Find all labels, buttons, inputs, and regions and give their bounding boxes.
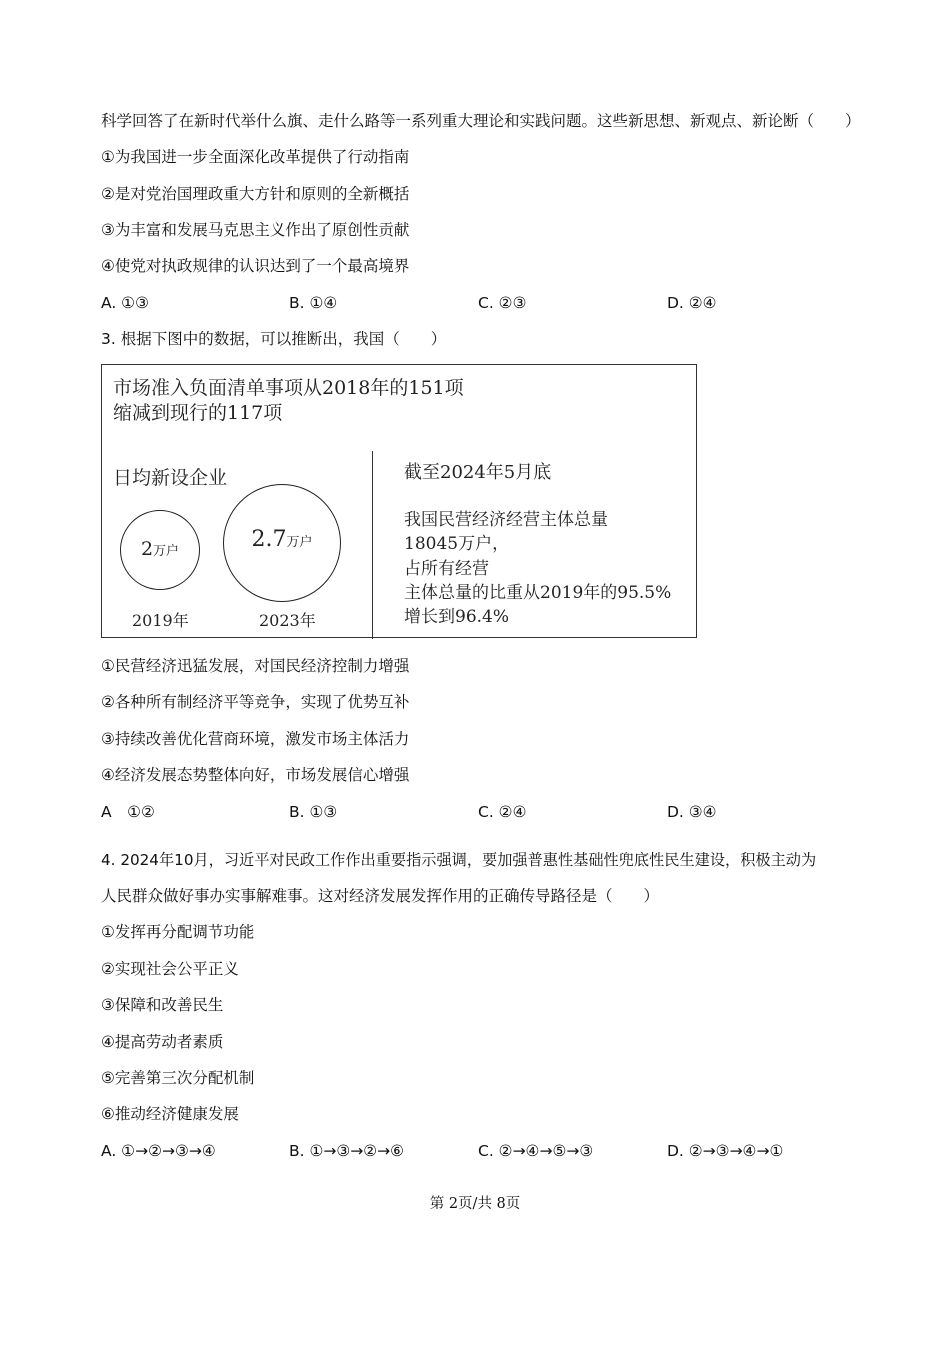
q2-option-c: C. ②③	[478, 294, 527, 312]
q2-item-2: ②是对党治国理政重大方针和原则的全新概括	[101, 185, 410, 203]
q2-option-b: B. ①④	[289, 294, 338, 312]
figure-left-title: 日均新设企业	[113, 467, 228, 489]
circle-2023-value: 2.7	[251, 527, 287, 552]
figure-right-line-3: 占所有经营	[404, 559, 489, 579]
circle-2019-value: 2	[140, 538, 154, 560]
q3-option-a: A ①②	[101, 803, 155, 821]
q3-option-b: B. ①③	[289, 803, 338, 821]
q2-option-a: A. ①③	[101, 294, 149, 312]
q3-stem: 3. 根据下图中的数据，可以推断出，我国（ ）	[101, 330, 447, 348]
circle-2019-unit: 万户	[153, 544, 180, 559]
year-2023: 2023年	[259, 611, 316, 630]
q2-item-4: ④使党对执政规律的认识达到了一个最高境界	[101, 257, 410, 275]
figure-right-line-2: 18045万户，	[404, 534, 510, 554]
q4-stem-line-2: 人民群众做好事办实事解难事。这对经济发展发挥作用的正确传导路径是（ ）	[101, 887, 660, 905]
q4-item-2: ②实现社会公平正义	[101, 960, 239, 978]
q2-item-3: ③为丰富和发展马克思主义作出了原创性贡献	[101, 221, 410, 239]
figure-right-line-5: 增长到96.4%	[404, 607, 510, 627]
circle-2023-unit: 万户	[286, 535, 313, 550]
figure-right-line-1: 我国民营经济经营主体总量	[404, 510, 608, 530]
q4-option-b: B. ①→③→②→⑥	[289, 1142, 405, 1160]
q2-stem-tail: 科学回答了在新时代举什么旗、走什么路等一系列重大理论和实践问题。这些新思想、新观点、新论断（ ）	[101, 112, 861, 130]
q3-figure	[101, 364, 697, 638]
q4-item-5: ⑤完善第三次分配机制	[101, 1069, 255, 1087]
q3-item-1: ①民营经济迅猛发展，对国民经济控制力增强	[101, 657, 410, 675]
q4-item-4: ④提高劳动者素质	[101, 1033, 224, 1051]
q4-option-c: C. ②→④→⑤→③	[478, 1142, 594, 1160]
q2-option-d: D. ②④	[667, 294, 717, 312]
figure-right-title: 截至2024年5月底	[404, 462, 552, 483]
q3-item-4: ④经济发展态势整体向好，市场发展信心增强	[101, 766, 410, 784]
q3-item-3: ③持续改善优化营商环境，激发市场主体活力	[101, 730, 410, 748]
circle-2019	[120, 510, 200, 590]
q4-item-3: ③保障和改善民生	[101, 996, 224, 1014]
q4-option-a: A. ①→②→③→④	[101, 1142, 216, 1160]
q3-option-c: C. ②④	[478, 803, 527, 821]
figure-top-line-2: 缩减到现行的117项	[113, 402, 283, 424]
q3-item-2: ②各种所有制经济平等竞争，实现了优势互补	[101, 693, 410, 711]
q4-item-1: ①发挥再分配调节功能	[101, 923, 255, 941]
page-footer: 第 2页/共 8页	[429, 1196, 521, 1212]
year-2019: 2019年	[132, 611, 189, 630]
q3-option-d: D. ③④	[667, 803, 717, 821]
figure-divider	[372, 451, 373, 639]
q2-item-1: ①为我国进一步全面深化改革提供了行动指南	[101, 148, 410, 166]
q4-option-d: D. ②→③→④→①	[667, 1142, 784, 1160]
q4-item-6: ⑥推动经济健康发展	[101, 1105, 239, 1123]
circle-2023	[223, 484, 341, 602]
figure-right-line-4: 主体总量的比重从2019年的95.5%	[404, 583, 672, 603]
figure-top-line-1: 市场准入负面清单事项从2018年的151项	[113, 377, 464, 399]
q4-stem-line-1: 4. 2024年10月，习近平对民政工作作出重要指示强调，要加强普惠性基础性兜底性民生建设，积极主动为	[101, 851, 817, 869]
